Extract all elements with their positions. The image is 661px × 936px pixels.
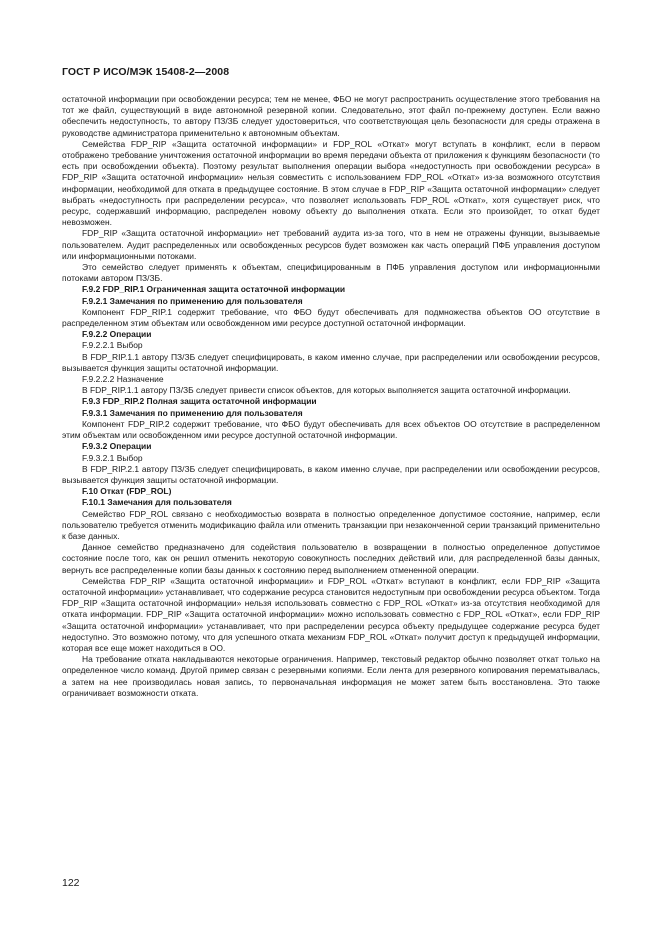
document-header: ГОСТ Р ИСО/МЭК 15408-2—2008 [62,66,230,78]
section-heading: F.9.2.1 Замечания по применению для пользователя [82,295,303,306]
paragraph: Компонент FDP_RIP.2 содержит требование, что ФБО будут обеспечивать для всех объектов ОО отсутствие в распределенном этим объектам или освобожденном ими ресурсе доступной остаточной информации. [62,418,600,441]
section-heading: F.9.3 FDP_RIP.2 Полная защита остаточной информации [82,396,317,407]
paragraph: На требование отката накладываются некоторые ограничения. Например, текстовый редактор обычно позволяет откат только на определенное число команд. Другой пример связан с резервными копиями. Если лента для резервного копирования перематывалась, а затем на нее производилась новая запись, то первоначальная информация не может затем быть восстановлена. Это также ограничивает возможности отката. [62,654,600,698]
paragraph: В FDP_RIP.2.1 автору ПЗ/ЗБ следует специфицировать, в каком именно случае, при распределении или освобождении ресурсов, вызывается функция защиты остаточной информации. [62,463,600,485]
document-page [62,66,600,699]
page-number: 122 [62,877,80,889]
paragraph: Данное семейство предназначено для содействия пользователю в возвращении в полностью определенное допустимое состояние после того, как он решил отменить некоторую совокупность последних действий или, для распределенной базы данных, вернуть все распределенные копии базы данных к состоянию перед выполнением отмененной операции. [62,542,600,575]
section-heading: F.9.3.2 Операции [82,441,152,452]
paragraph: FDP_RIP «Защита остаточной информации» нет требований аудита из-за того, что в нем не отражены функции, вызываемые пользователем. Аудит распределенных или освобожденных ресурсов будет возможен как часть операций ПФБ управления доступом или информационными потоками. [62,228,600,261]
paragraph: остаточной информации при освобождении ресурса; тем не менее, ФБО не могут распространить осуществление этого требования на тот же файл, существующий в виде автономной резервной копии. Следовательно, этот файл по-прежнему доступен. Если важно обеспечить недоступность, то автору ПЗ/ЗБ следует удостовериться, что соответствующая цель безопасности для среды отражена в руководстве администратора применительно к автономным объектам. [62,94,600,138]
paragraph: Компонент FDP_RIP.1 содержит требование, что ФБО будут обеспечивать для подмножества объектов ОО отсутствие в распределенном этим объектам или освобожденном ими ресурсе доступной остаточной информации. [62,306,600,329]
section-heading: F.10.1 Замечания для пользователя [82,497,232,508]
paragraph: Семейство FDP_ROL связано с необходимостью возврата в полностью определенное допустимое состояние, например, если пользователю требуется отменить модификацию файла или отменить транзакции при незаконченной серии транзакций применительно к базе данных. [62,508,600,541]
paragraph: Семейства FDP_RIP «Защита остаточной информации» и FDP_ROL «Откат» вступают в конфликт, если FDP_RIP «Защита остаточной информации» устанавливает, что содержание ресурса становится недоступным при освобождении ресурса объектом. Тогда FDP_RIP «Защита остаточной информации» нельзя использовать совместно с FDP_ROL «Откат» из-за отсутствия необходимой для отката информации. FDP_RIP «Защита остаточной информации» можно использовать совместно с FDP_ROL «Откат», если FDP_RIP «Защита остаточной информации» устанавливает, что при распределении ресурса объекту предыдущее содержание ресурса будет недоступно. Это возможно потому, что для успешного отката механизм FDP_ROL «Откат» получит доступ к предыдущей информации, которая все еще может находиться в ОО. [62,575,600,653]
paragraph: В FDP_RIP.1.1 автору ПЗ/ЗБ следует специфицировать, в каком именно случае, при распределении или освобождении ресурсов, вызывается функция защиты остаточной информации. [62,351,600,373]
subsection-label: F.9.2.2.2 Назначение [82,374,164,385]
section-heading: F.10 Откат (FDP_ROL) [82,486,172,497]
subsection-label: F.9.2.2.1 Выбор [82,340,143,351]
section-heading: F.9.2 FDP_RIP.1 Ограниченная защита остаточной информации [82,284,346,295]
section-heading: F.9.2.2 Операции [82,329,152,340]
document-body [62,94,600,699]
subsection-label: F.9.3.2.1 Выбор [82,452,143,463]
paragraph: В FDP_RIP.1.1 автору ПЗ/ЗБ следует привести список объектов, для которых выполняется защита остаточной информации. [82,385,571,396]
paragraph: Семейства FDP_RIP «Защита остаточной информации» и FDP_ROL «Откат» могут вступать в конфликт, если в первом отображено требование уничтожения остаточной информации во время передачи объекта от приложения к функциям безопасности (то есть при освобождении объекта). Поэтому результат выполнения операции выбора «недоступность при освобождении ресурса» в FDP_RIP «Защита остаточной информации» нельзя совместить с использованием FDP_ROL «Откат» из-за возможного отсутствия информации, необходимой для отката в предыдущее состояние. В этом случае в FDP_RIP «Защита остаточной информации» следует выбрать «недоступность при распределении ресурса», что позволяет использовать FDP_ROL «Откат», хотя существует риск, что ресурс, содержавший информацию, распределен новому объекту до выполнения отката. Если это произойдет, то откат будет невозможен. [62,138,600,228]
paragraph: Это семейство следует применять к объектам, специфицированным в ПФБ управления доступом или информационными потоками автором ПЗ/ЗБ. [62,262,600,284]
section-heading: F.9.3.1 Замечания по применению для пользователя [82,407,303,418]
